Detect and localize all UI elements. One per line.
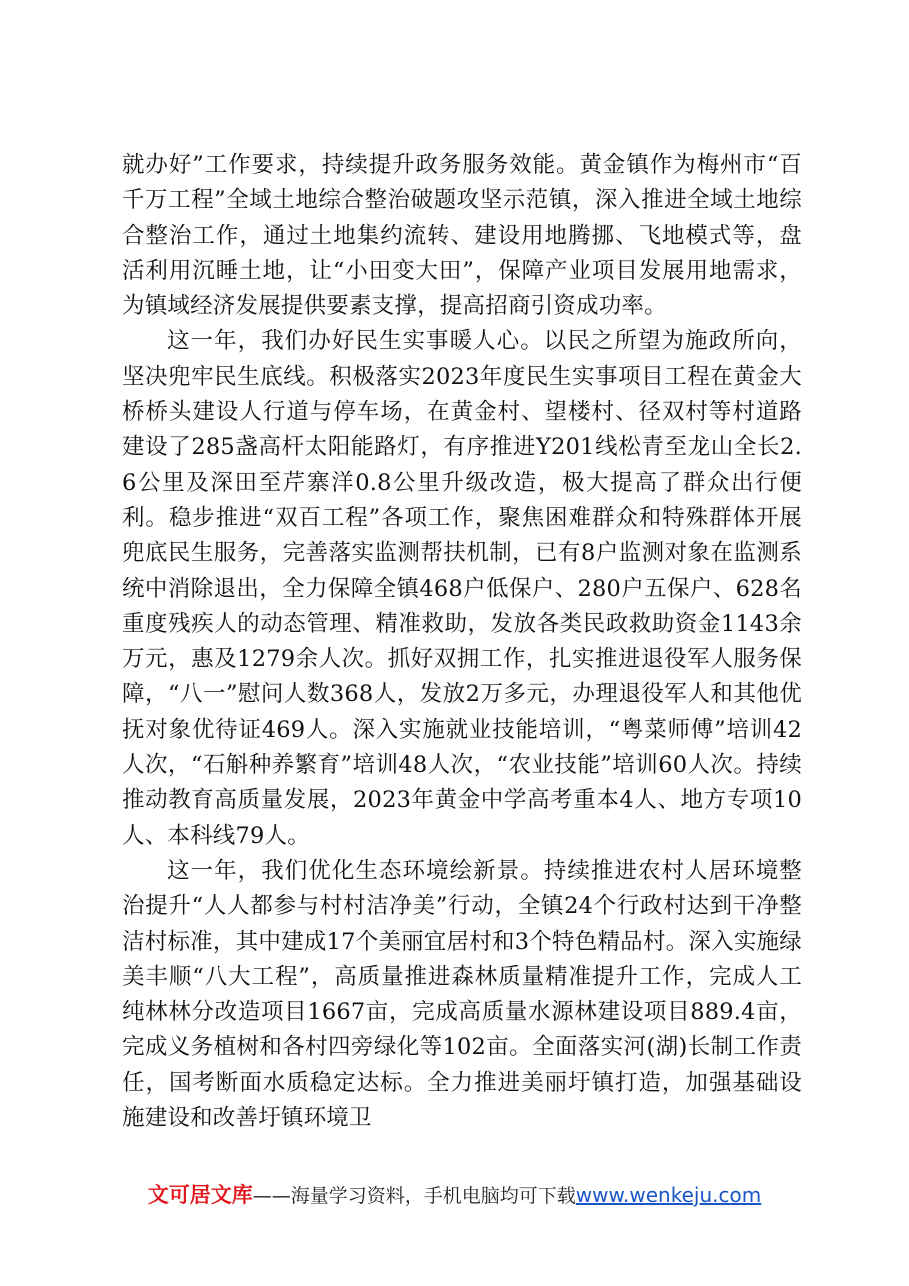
document-body: [122, 148, 802, 1136]
paragraph-2: 这一年，我们办好民生实事暖人心。以民之所望为施政所向，坚决兜牢民生底线。积极落实2023年度民生实事项目工程在黄金大桥桥头建设人行道与停车场，在黄金村、望楼村、径双村等村道路建设了285盏高杆太阳能路灯，有序推进Y201线松青至龙山全长2.6公里及深田至芹寨洋0.8公里升级改造，极大提高了群众出行便利。稳步推进“双百工程”各项工作，聚焦困难群众和特殊群体开展兜底民生服务，完善落实监测帮扶机制，已有8户监测对象在监测系统中消除退出，全力保障全镇468户低保户、280户五保户、628名重度残疾人的动态管理、精准救助，发放各类民政救助资金1143余万元，惠及1279余人次。抓好双拥工作，扎实推进退役军人服务保障，“八一”慰问人数368人，发放2万多元，办理退役军人和其他优抚对象优待证469人。深入实施就业技能培训，“粤菜师傅”培训42人次，“石斛种养繁育”培训48人次，“农业技能”培训60人次。持续推动教育高质量发展，2023年黄金中学高考重本4人、地方专项10人、本科线79人。: [122, 328, 802, 849]
footer-brand-link[interactable]: 文可居文库: [147, 1183, 253, 1207]
footer-tagline: ——海量学习资料，手机电脑均可下载: [252, 1185, 576, 1207]
footer-banner: [0, 1180, 909, 1211]
footer-url-link[interactable]: www.wenkeju.com: [575, 1183, 762, 1207]
paragraph-3: 这一年，我们优化生态环境绘新景。持续推进农村人居环境整治提升“人人都参与村村洁净美”行动，全镇24个行政村达到干净整洁村标准，其中建成17个美丽宜居村和3个特色精品村。深入实施绿美丰顺“八大工程”，高质量推进森林质量精准提升工作，完成人工纯林林分改造项目1667亩，完成高质量水源林建设项目889.4亩，完成义务植树和各村四旁绿化等102亩。全面落实河(湖)长制工作责任，国考断面水质稳定达标。全力推进美丽圩镇打造，加强基础设施建设和改善圩镇环境卫: [122, 857, 802, 1132]
paragraph-1: 就办好”工作要求，持续提升政务服务效能。黄金镇作为梅州市“百千万工程”全域土地综合整治破题攻坚示范镇，深入推进全域土地综合整治工作，通过土地集约流转、建设用地腾挪、飞地模式等，盘活利用沉睡土地，让“小田变大田”，保障产业项目发展用地需求，为镇域经济发展提供要素支撑，提高招商引资成功率。: [122, 152, 802, 320]
